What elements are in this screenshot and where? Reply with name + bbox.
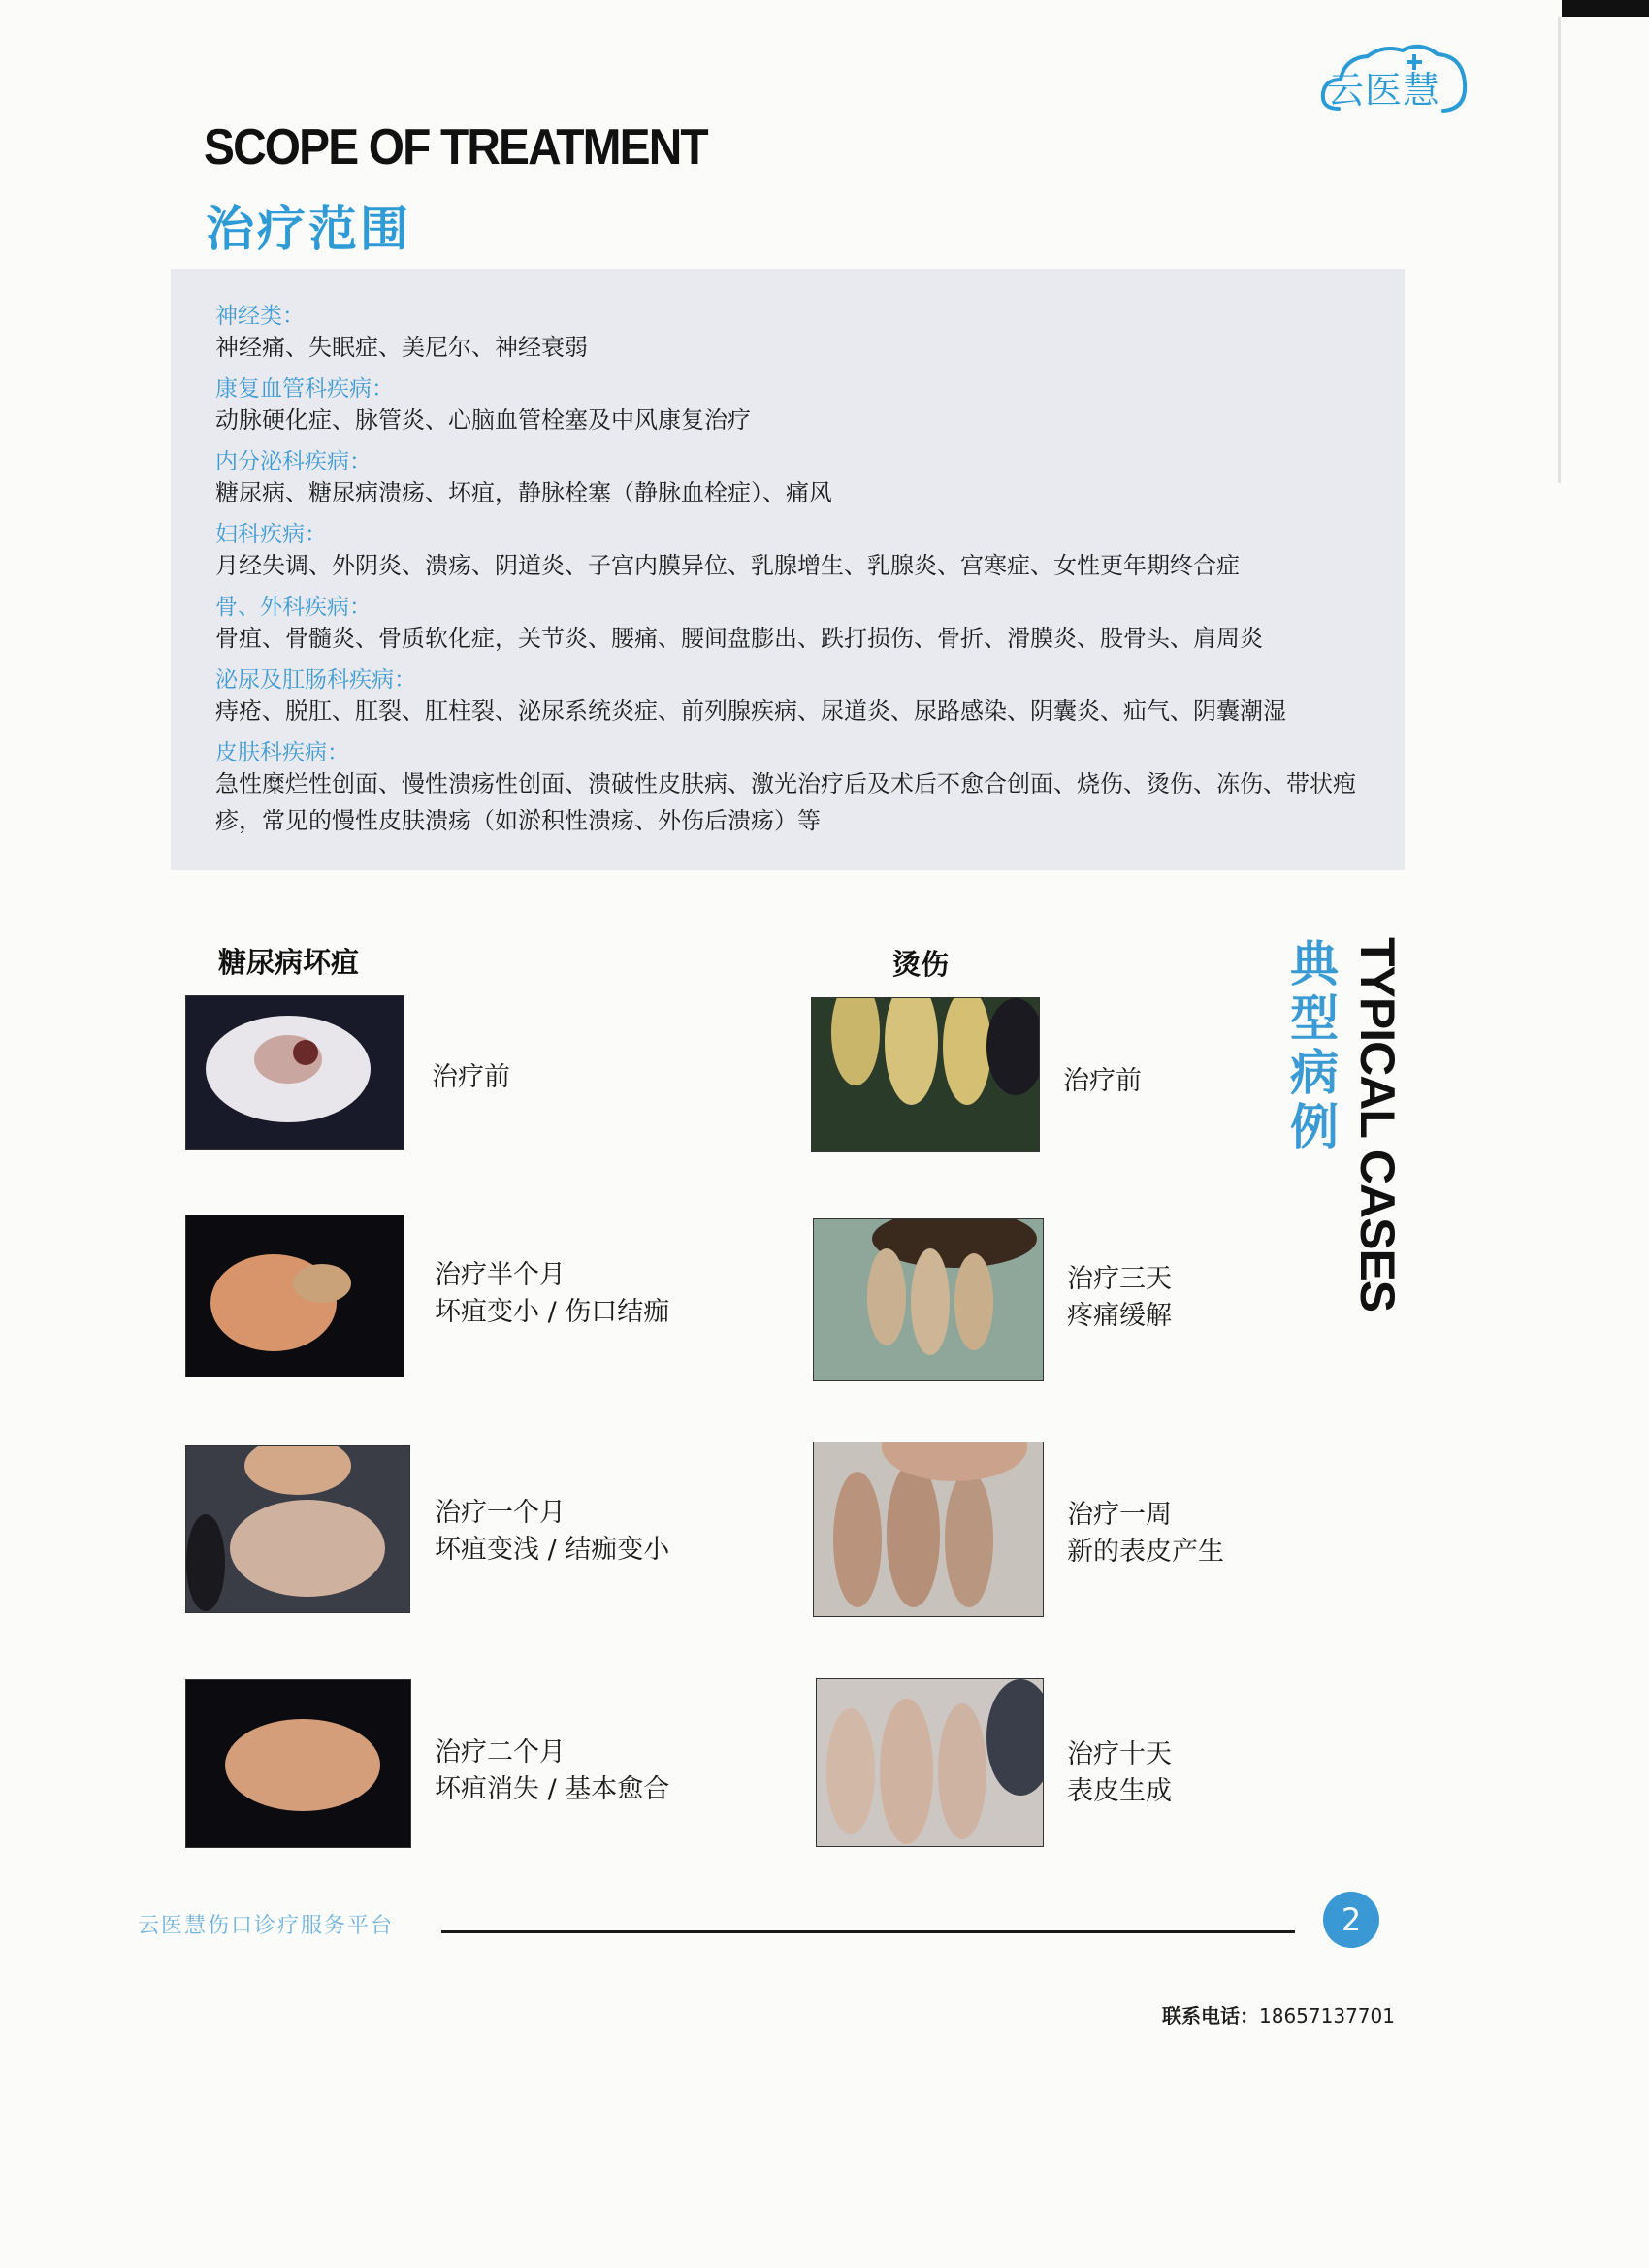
case-photo-diabetic-one-month [185,1445,410,1613]
footer-platform-name: 云医慧伤口诊疗服务平台 [138,1914,395,1938]
scope-category: 泌尿及肛肠科疾病： [215,667,416,693]
contact-label: 联系电话： [1162,2004,1259,2027]
scan-edge-line [1558,17,1561,483]
scan-edge-bar [1562,0,1649,17]
scope-category: 妇科疾病： [215,522,327,547]
scope-items: 糖尿病、糖尿病溃疡、坏疽，静脉栓塞（静脉血栓症）、痛风 [215,479,832,506]
case-photo-diabetic-half-month [185,1215,404,1377]
case-photo-diabetic-two-months [185,1679,411,1848]
scope-items: 月经失调、外阴炎、溃疡、阴道炎、子宫内膜异位、乳腺增生、乳腺炎、宫寒症、女性更年期终合症 [215,552,1240,579]
typical-cases-title-cn: 典型病例 [1290,936,1339,1155]
case-caption: 治疗半个月 坏疽变小 / 伤口结痂 [435,1260,670,1327]
case-caption: 治疗一周 新的表皮产生 [1067,1500,1224,1567]
burn-heading: 烫伤 [892,948,950,981]
logo-text: 云医慧 [1327,69,1441,112]
scope-panel [171,269,1405,870]
page-number-badge: 2 [1323,1892,1379,1948]
contact-phone: 18657137701 [1259,2004,1395,2027]
case-photo-burn-ten-days [816,1678,1044,1847]
case-photo-burn-one-week [813,1442,1044,1617]
case-caption: 治疗十天 表皮生成 [1067,1739,1172,1806]
case-photo-burn-three-days [813,1218,1044,1381]
typical-cases-title-en: TYPICAL CASES [1350,937,1405,1312]
case-caption: 治疗一个月 坏疽变浅 / 结痂变小 [435,1498,670,1565]
page-title-cn: 治疗范围 [206,201,411,257]
scope-items: 动脉硬化症、脉管炎、心脑血管栓塞及中风康复治疗 [215,406,751,434]
scope-items: 痔疮、脱肛、肛裂、肛柱裂、泌尿系统炎症、前列腺疾病、尿道炎、尿路感染、阴囊炎、疝气、阴囊潮湿 [215,697,1286,725]
scope-items: 神经痛、失眠症、美尼尔、神经衰弱 [215,334,588,361]
case-caption: 治疗前 [432,1062,510,1092]
scope-category: 神经类： [215,304,305,329]
scope-category: 内分泌科疾病： [215,449,372,474]
diabetic-gangrene-heading: 糖尿病坏疽 [218,946,360,979]
case-caption: 治疗前 [1063,1066,1142,1096]
footer-divider [441,1930,1295,1933]
case-caption: 治疗二个月 坏疽消失 / 基本愈合 [435,1737,670,1804]
case-photo-burn-before [811,997,1040,1152]
page-title-en: SCOPE OF TREATMENT [204,119,707,176]
case-photo-diabetic-before [185,995,404,1150]
scope-items: 骨疽、骨髓炎、骨质软化症，关节炎、腰痛、腰间盘膨出、跌打损伤、骨折、滑膜炎、股骨头、肩周炎 [215,625,1263,652]
case-caption: 治疗三天 疼痛缓解 [1067,1264,1172,1331]
brand-logo [1319,41,1470,118]
scope-category: 骨、外科疾病： [215,595,372,620]
contact-info [1162,2000,1395,2028]
scope-category: 康复血管科疾病： [215,376,394,402]
scope-items: 急性糜烂性创面、慢性溃疡性创面、溃破性皮肤病、激光治疗后及术后不愈合创面、烧伤、烫伤、冻伤、带状疱疹，常见的慢性皮肤溃疡（如淤积性溃疡、外伤后溃疡）等 [215,770,1356,834]
scope-category: 皮肤科疾病： [215,740,349,765]
